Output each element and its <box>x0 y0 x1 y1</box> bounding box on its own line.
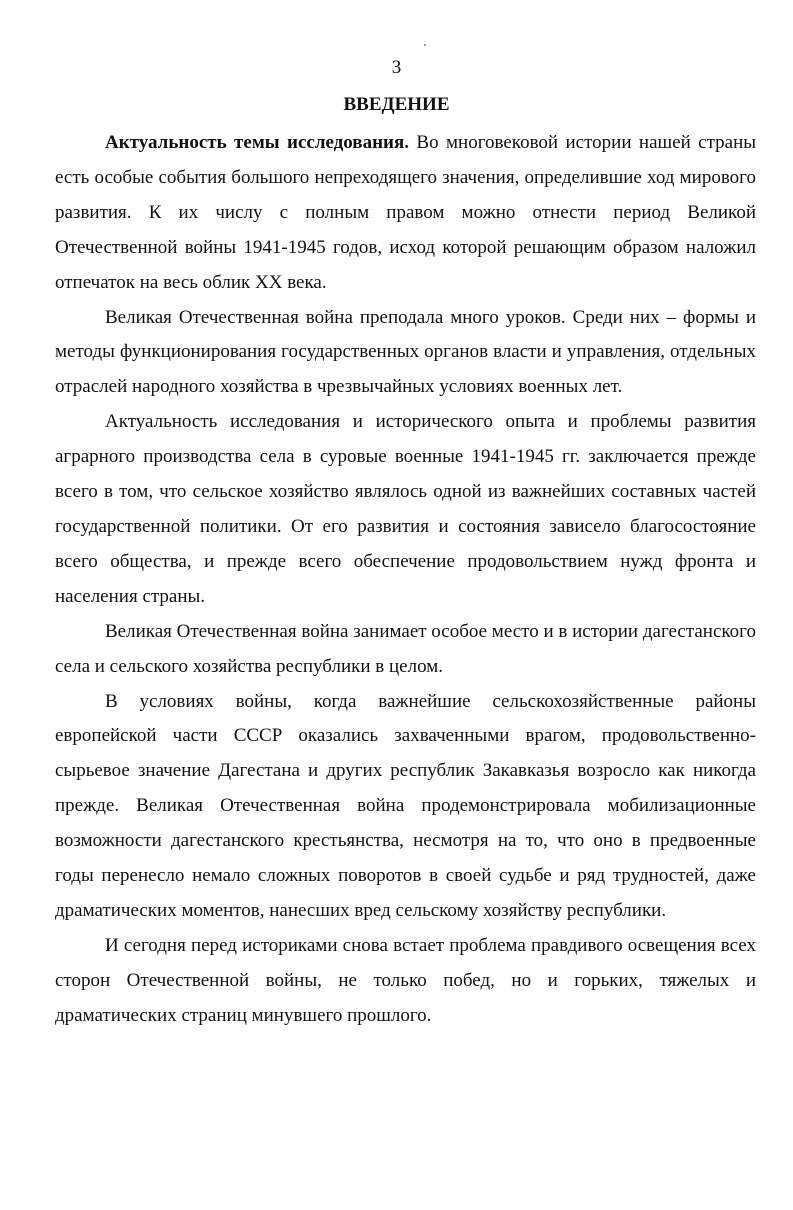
paragraph <box>55 929 756 1034</box>
paragraph-text: Во многовековой истории нашей страны есть особые события большого непреходящего значения, определившие ход мирового развития. К их числу с полным правом можно отнести период Великой Отечественной войны 1941-1945 годов, исход которой решающим образом наложил отпечаток на весь облик XX века. <box>55 132 756 293</box>
paragraph-text: Великая Отечественная война занимает особое место и в истории дагестанского села и сельского хозяйства республики в целом. <box>55 620 756 677</box>
scan-speck <box>424 44 426 46</box>
paragraph-relevance <box>55 126 756 301</box>
paragraph <box>55 301 756 406</box>
paragraph <box>55 405 756 614</box>
paragraph-text: И сегодня перед историками снова встает проблема правдивого освещения всех сторон Отечественной войны, не только побед, но и горьких, тяжелых и драматических страниц минувшего прошлого. <box>55 934 756 1026</box>
paragraph-text: Актуальность исследования и исторического опыта и проблемы развития аграрного производства села в суровые военные 1941-1945 гг. заключается прежде всего в том, что сельское хозяйство являлось одной из важнейших составных частей государственной политики. От его развития и состояния зависело благосостояние всего общества, и прежде всего обеспечение продовольствием нужд фронта и населения страны. <box>55 411 756 607</box>
paragraph <box>55 615 756 685</box>
paragraph-text: Великая Отечественная война преподала много уроков. Среди них – формы и методы функционирования государственных органов власти и управления, отдельных отраслей народного хозяйства в чрезвычайных условиях военных лет. <box>55 306 756 398</box>
paragraph-text: В условиях войны, когда важнейшие сельскохозяйственные районы европейской части СССР оказались захваченными врагом, продовольственно-сырьевое значение Дагестана и других республик Закавказья возросло как никогда прежде. Великая Отечественная война продемонстрировала мобилизационные возможности дагестанского крестьянства, несмотря на то, что оно в предвоенные годы перенесло немало сложных поворотов в своей судьбе и ряд трудностей, даже драматических моментов, нанесших вред сельскому хозяйству республики. <box>55 690 756 921</box>
paragraph-lead: Актуальность темы исследования. <box>105 132 409 153</box>
section-heading: ВВЕДЕНИЕ <box>343 94 450 115</box>
body-text <box>55 126 756 1034</box>
page-number: 3 <box>391 57 402 78</box>
paragraph <box>55 685 756 929</box>
